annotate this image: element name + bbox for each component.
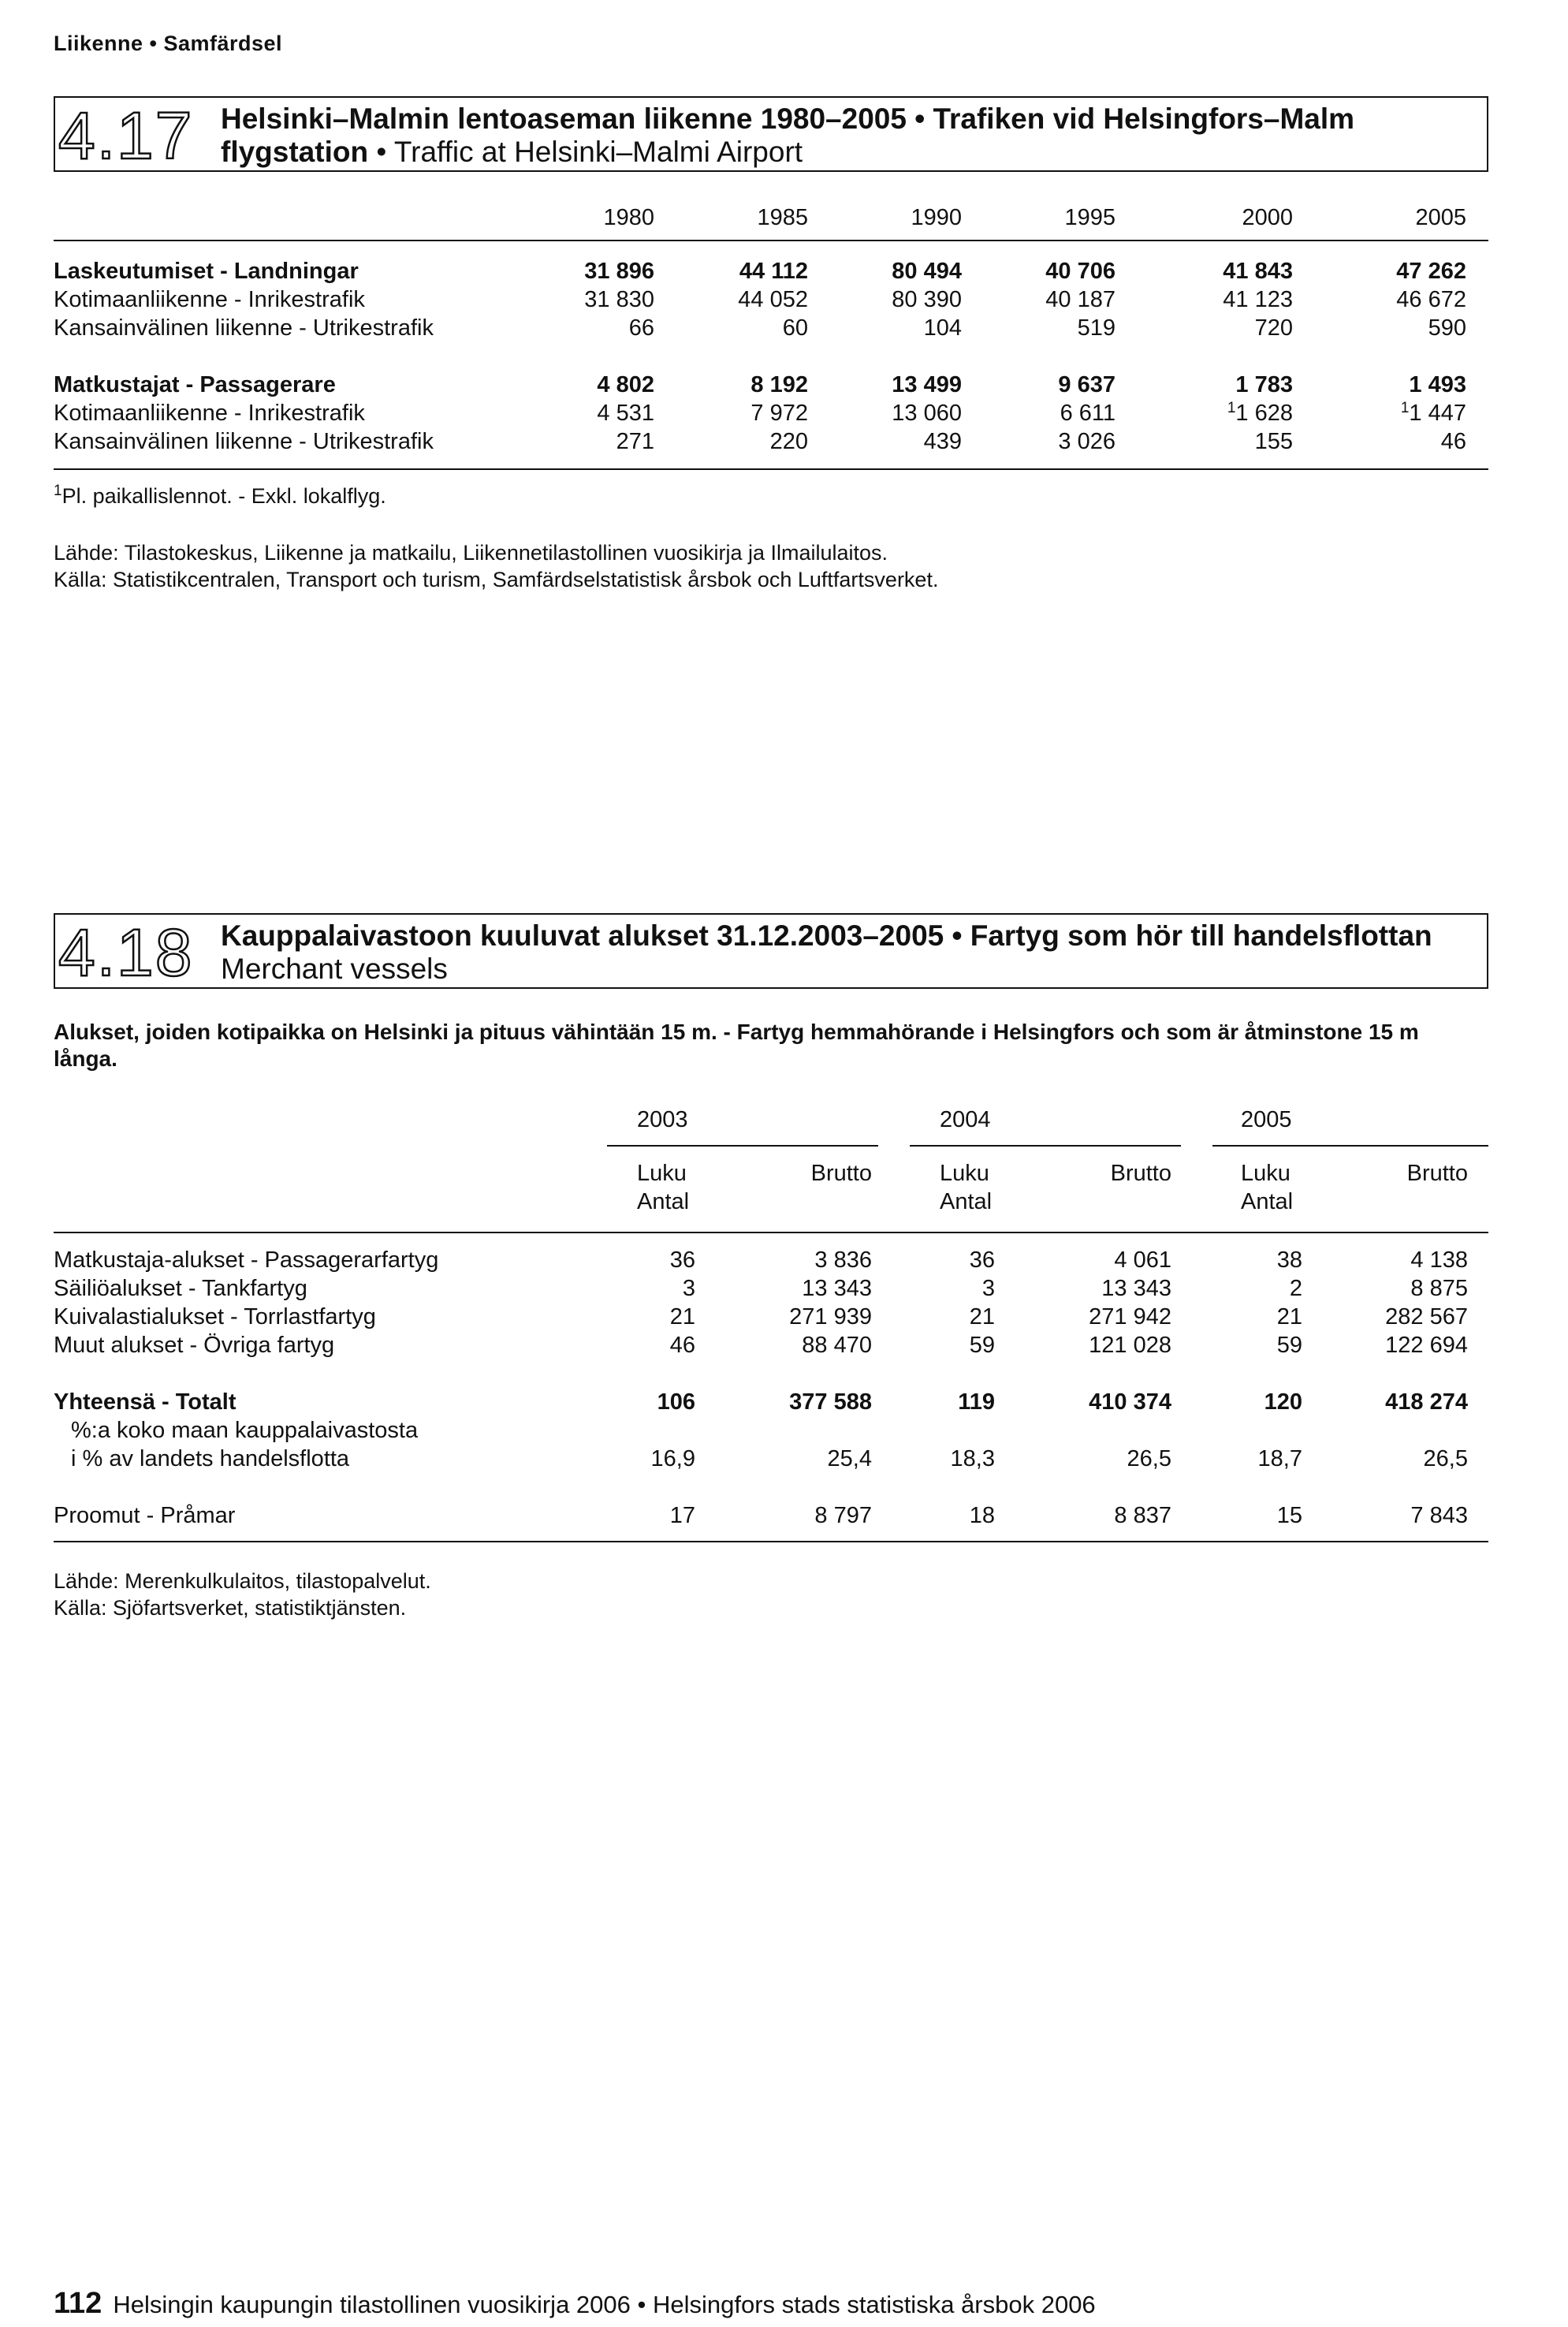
table-cell [804,314,962,342]
year-header: 1985 [757,205,808,230]
table-cell: 410 374 [1089,1389,1171,1415]
table-cell: 36 [669,1247,695,1273]
table-cell [958,399,1115,427]
table-cell [650,257,808,285]
table-cell [497,371,654,399]
table-cell [958,257,1115,285]
running-head: Liikenne • Samfärdsel [54,32,283,55]
year-header: 1980 [603,205,654,230]
cell-value: 1 447 [1409,401,1466,426]
table-cell: 121 028 [1089,1333,1171,1358]
cell-value: 1 493 [1409,372,1466,397]
table-cell: 59 [969,1333,995,1358]
table-cell: 16,9 [650,1446,695,1471]
row-label: Kansainvälinen liikenne - Utrikestrafik [54,315,434,341]
table-cell [958,285,1115,314]
table-cell: 38 [1276,1247,1302,1273]
table-cell: 21 [969,1304,995,1329]
row-label: Kuivalastialukset - Torrlastfartyg [54,1304,376,1329]
table-cell [1135,285,1293,314]
table-cell [958,314,1115,342]
table-cell: 3 [682,1276,695,1301]
row-label: Laskeutumiset - Landningar [54,259,359,284]
row-label: Muut alukset - Övriga fartyg [54,1333,335,1358]
row-label: Säiliöalukset - Tankfartyg [54,1276,307,1301]
source-fi: Lähde: Merenkulkulaitos, tilastopalvelut. [54,1569,431,1593]
table-cell [1309,285,1466,314]
col-header-brutto: Brutto [1406,1161,1468,1186]
table-cell: 3 [981,1276,995,1301]
year-header: 2005 [1415,205,1466,230]
table-cell [1135,257,1293,285]
table-cell [1309,371,1466,399]
table-cell: 13 343 [802,1276,872,1301]
cell-value: 1 783 [1235,372,1293,397]
table-cell [497,285,654,314]
table-cell: 21 [1276,1304,1302,1329]
header-rule [54,1232,1488,1233]
table-cell [650,399,808,427]
cell-value: 8 192 [750,372,808,397]
cell-value: 519 [1077,315,1115,341]
table-4-18-header [54,913,1488,989]
table-cell: 8 875 [1410,1276,1468,1301]
cell-value: 3 026 [1058,429,1115,454]
col-header-brutto: Brutto [1110,1161,1171,1186]
group-rule [607,1145,878,1147]
table-cell [804,399,962,427]
table-cell [497,257,654,285]
table-cell: 18 [969,1503,995,1528]
table-cell [1135,314,1293,342]
table-cell: 4 061 [1114,1247,1171,1273]
table-cell: 3 836 [814,1247,872,1273]
cell-value: 47 262 [1396,259,1466,284]
cell-value: 41 843 [1223,259,1293,284]
col-header-antal: Antal [940,1189,993,1214]
row-label: Kansainvälinen liikenne - Utrikestrafik [54,429,434,454]
cell-value: 46 [1440,429,1466,454]
year-header: 1995 [1064,205,1115,230]
row-label: Matkustajat - Passagerare [54,372,336,397]
table-cell [958,371,1115,399]
col-header-luku: Luku [940,1161,989,1186]
row-label: Matkustaja-alukset - Passagerarfartyg [54,1247,439,1273]
table-cell [1309,427,1466,456]
barges-label: Proomut - Pråmar [54,1503,236,1528]
share-label: %:a koko maan kauppalaivastosta [71,1418,419,1443]
cell-value: 4 531 [597,401,654,426]
table-cell: 26,5 [1423,1446,1468,1471]
table-cell [1135,399,1293,427]
table-cell: 46 [669,1333,695,1358]
cell-value: 9 637 [1058,372,1115,397]
cell-value: 7 972 [750,401,808,426]
share-label: i % av landets handelsflotta [71,1446,350,1471]
table-title-plain: Merchant vessels [221,953,448,985]
year-header: 2005 [1241,1107,1292,1132]
col-header-brutto: Brutto [810,1161,872,1186]
table-cell: 106 [657,1389,695,1415]
table-cell: 36 [969,1247,995,1273]
cell-value: 31 830 [584,287,654,312]
table-title [221,103,1477,169]
col-header-luku: Luku [637,1161,687,1186]
col-header-luku: Luku [1241,1161,1291,1186]
page-footer [54,2287,1096,2321]
table-title [221,919,1477,986]
cell-value: 44 052 [738,287,808,312]
table-cell [1135,371,1293,399]
year-header: 1990 [911,205,962,230]
row-label: Kotimaanliikenne - Inrikestrafik [54,401,365,426]
footnote [54,483,386,509]
table-cell: 282 567 [1385,1304,1468,1329]
row-label: Kotimaanliikenne - Inrikestrafik [54,287,365,312]
page-number: 112 [54,2287,102,2320]
table-cell [804,285,962,314]
table-intro: Alukset, joiden kotipaikka on Helsinki ja pituus vähintään 15 m. - Fartyg hemmahörande i Helsingfors och som är åtminstone 15 m långa. [54,1020,1419,1071]
table-cell: 271 942 [1089,1304,1171,1329]
table-cell: 377 588 [789,1389,872,1415]
cell-value: 590 [1428,315,1466,341]
table-cell: 26,5 [1127,1446,1171,1471]
table-cell: 25,4 [827,1446,872,1471]
col-header-antal: Antal [1241,1189,1294,1214]
table-cell [497,427,654,456]
col-header-antal: Antal [637,1189,690,1214]
table-cell [650,314,808,342]
table-cell: 8 797 [814,1503,872,1528]
bottom-rule [54,468,1488,470]
cell-value: 40 187 [1045,287,1115,312]
cell-value: 44 112 [739,259,808,284]
total-label: Yhteensä - Totalt [54,1389,237,1415]
bottom-rule [54,1541,1488,1542]
cell-value: 13 060 [892,401,962,426]
table-cell [804,257,962,285]
table-cell: 120 [1264,1389,1302,1415]
table-cell [804,427,962,456]
table-cell: 418 274 [1385,1389,1468,1415]
table-cell: 18,7 [1257,1446,1302,1471]
table-cell: 18,3 [950,1446,995,1471]
table-cell: 13 343 [1101,1276,1171,1301]
table-cell [804,371,962,399]
group-rule [910,1145,1181,1147]
table-cell: 17 [669,1503,695,1528]
cell-value: 60 [782,315,808,341]
footnote-ref: 1 [1227,400,1236,416]
cell-value: 104 [923,315,962,341]
table-cell: 122 694 [1385,1333,1468,1358]
table-title-plain: • Traffic at Helsinki–Malmi Airport [368,136,803,168]
table-cell [1309,257,1466,285]
footnote-mark: 1 [54,483,62,499]
footer-text: Helsingin kaupungin tilastollinen vuosikirja 2006 • Helsingfors stads statistiska årsbok 2006 [113,2291,1096,2318]
footnote-ref: 1 [1400,400,1410,416]
source-sv: Källa: Sjöfartsverket, statistiktjänsten. [54,1596,407,1620]
footnote-text: Pl. paikallislennot. - Exkl. lokalflyg. [61,484,386,508]
source-sv: Källa: Statistikcentralen, Transport och turism, Samfärdselstatistisk årsbok och Luftfartsverket. [54,568,939,591]
table-cell: 2 [1289,1276,1302,1301]
cell-value: 80 494 [892,259,962,284]
table-cell [958,427,1115,456]
table-title-bold: Kauppalaivastoon kuuluvat alukset 31.12.2003–2005 • Fartyg som hör till handelsflottan [221,919,1432,952]
year-header: 2003 [637,1107,688,1132]
cell-value: 220 [769,429,808,454]
cell-value: 80 390 [892,287,962,312]
table-cell [650,371,808,399]
cell-value: 155 [1254,429,1293,454]
table-4-17-header [54,96,1488,172]
group-rule [1212,1145,1488,1147]
header-rule [54,240,1488,241]
cell-value: 4 802 [597,372,654,397]
cell-value: 40 706 [1045,259,1115,284]
table-number: 4.18 [58,916,194,990]
cell-value: 66 [628,315,654,341]
table-cell [1309,399,1466,427]
table-cell [1309,314,1466,342]
table-cell: 271 939 [789,1304,872,1329]
table-cell: 21 [669,1304,695,1329]
table-cell [1135,427,1293,456]
source-fi: Lähde: Tilastokeskus, Liikenne ja matkailu, Liikennetilastollinen vuosikirja ja Ilmailulaitos. [54,541,888,565]
cell-value: 31 896 [584,259,654,284]
year-header: 2004 [940,1107,991,1132]
cell-value: 13 499 [892,372,962,397]
cell-value: 1 628 [1235,401,1293,426]
table-cell [497,399,654,427]
cell-value: 6 611 [1060,401,1115,426]
cell-value: 439 [923,429,962,454]
table-cell: 7 843 [1410,1503,1468,1528]
cell-value: 720 [1254,315,1293,341]
cell-value: 41 123 [1223,287,1293,312]
table-cell [497,314,654,342]
table-number: 4.17 [58,99,194,173]
table-cell: 15 [1276,1503,1302,1528]
table-title-bold: Helsinki–Malmin lentoaseman liikenne 1980–2005 • Trafiken vid Helsingfors–Malm flygstation [221,103,1355,168]
table-cell: 4 138 [1410,1247,1468,1273]
table-cell: 59 [1276,1333,1302,1358]
table-cell: 8 837 [1114,1503,1171,1528]
table-cell: 88 470 [802,1333,872,1358]
year-header: 2000 [1242,205,1293,230]
cell-value: 271 [616,429,654,454]
table-cell [650,427,808,456]
table-cell: 119 [958,1389,995,1415]
cell-value: 46 672 [1396,287,1466,312]
table-cell [650,285,808,314]
